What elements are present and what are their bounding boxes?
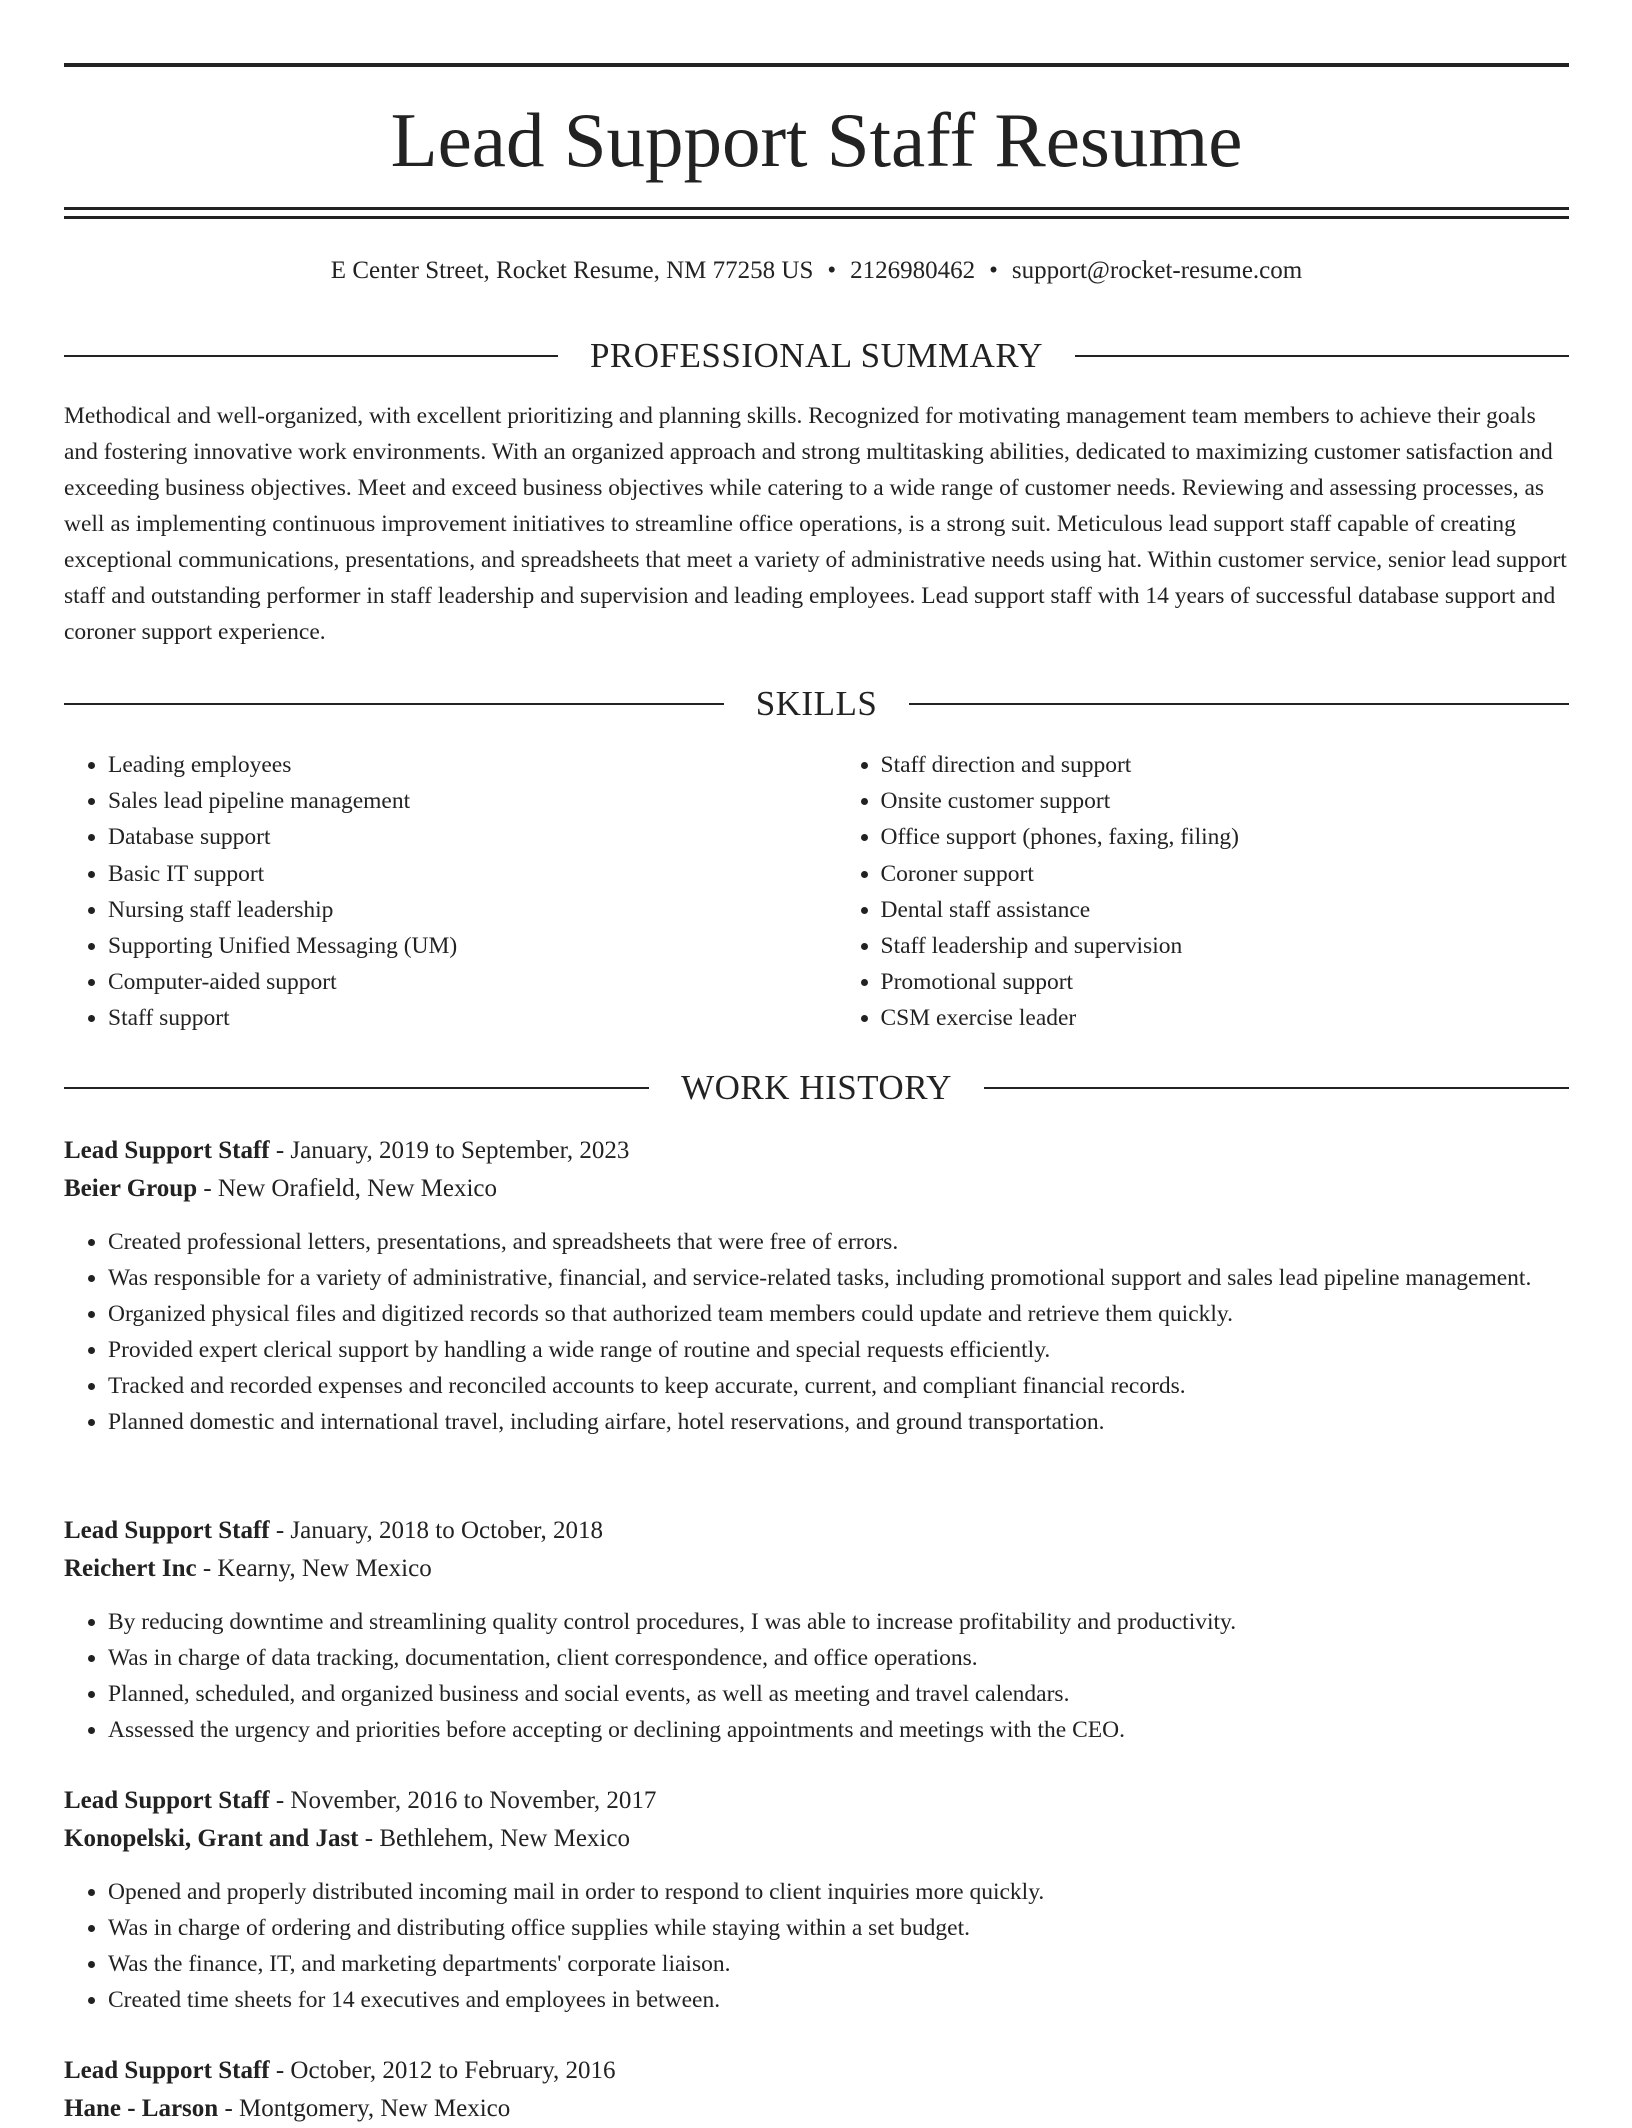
resume-title: Lead Support Staff Resume bbox=[390, 97, 1243, 183]
job-company-line bbox=[64, 1820, 1569, 1858]
job-entry bbox=[64, 1782, 1569, 2018]
work-history-heading bbox=[64, 1068, 1569, 1108]
skill-item: • Dental staff assistance bbox=[881, 892, 1570, 928]
skill-item: • Staff support bbox=[108, 1000, 797, 1036]
job-entry bbox=[64, 1512, 1569, 1748]
job-bullet: • Planned domestic and international travel, including airfare, hotel reservations, and ground transportation. bbox=[108, 1404, 1569, 1440]
title-rule-upper bbox=[64, 207, 1569, 210]
job-company: Reichert Inc bbox=[64, 1555, 197, 1582]
job-bullet: • Opened and properly distributed incoming mail in order to respond to client inquiries more quickly. bbox=[108, 1874, 1569, 1910]
skills-list bbox=[64, 747, 1569, 1037]
job-title-line bbox=[64, 1512, 1569, 1550]
heading-rule bbox=[64, 703, 724, 705]
job-bullet: • Organized physical files and digitized records so that authorized team members could update and retrieve them quickly. bbox=[108, 1296, 1569, 1332]
job-title-line bbox=[64, 1132, 1569, 1170]
job-title: Lead Support Staff bbox=[64, 1517, 270, 1544]
skill-item: • Computer-aided support bbox=[108, 964, 797, 1000]
skills-column-right bbox=[837, 747, 1570, 1037]
skill-item: • Leading employees bbox=[108, 747, 797, 783]
top-rule bbox=[64, 63, 1569, 67]
job-bullet: • Was the finance, IT, and marketing departments' corporate liaison. bbox=[108, 1946, 1569, 1982]
job-entry bbox=[64, 1132, 1569, 1440]
job-bullets bbox=[64, 1224, 1569, 1440]
job-dates: - January, 2018 to October, 2018 bbox=[269, 1517, 604, 1544]
job-bullet: • Created professional letters, presentations, and spreadsheets that were free of errors. bbox=[108, 1224, 1569, 1260]
heading-rule bbox=[984, 1087, 1569, 1089]
job-company-line bbox=[64, 2090, 1569, 2128]
heading-rule bbox=[909, 703, 1569, 705]
heading-rule bbox=[64, 355, 558, 357]
skills-heading-label: SKILLS bbox=[755, 684, 878, 723]
contact-address: E Center Street, Rocket Resume, NM 77258 US bbox=[330, 257, 814, 284]
job-company: Konopelski, Grant and Jast bbox=[64, 1825, 359, 1852]
skill-item: • Staff leadership and supervision bbox=[881, 928, 1570, 964]
job-location: - Montgomery, New Mexico bbox=[218, 2095, 511, 2122]
job-company: Beier Group bbox=[64, 1175, 198, 1202]
job-bullet: • Provided expert clerical support by handling a wide range of routine and special requests efficiently. bbox=[108, 1332, 1569, 1368]
skill-item: • Basic IT support bbox=[108, 856, 797, 892]
contact-separator: • bbox=[989, 257, 998, 284]
skill-item: • Supporting Unified Messaging (UM) bbox=[108, 928, 797, 964]
heading-rule bbox=[1075, 355, 1569, 357]
skill-item: • Sales lead pipeline management bbox=[108, 783, 797, 819]
skill-item: • Coroner support bbox=[881, 856, 1570, 892]
job-bullets bbox=[64, 1604, 1569, 1748]
job-company-line bbox=[64, 1170, 1569, 1208]
contact-email: support@rocket-resume.com bbox=[1011, 257, 1303, 284]
job-company-line bbox=[64, 1550, 1569, 1588]
job-entry bbox=[64, 2052, 1569, 2128]
job-bullet: • Was in charge of ordering and distributing office supplies while staying within a set budget. bbox=[108, 1910, 1569, 1946]
summary-heading-label: PROFESSIONAL SUMMARY bbox=[589, 336, 1044, 375]
job-title: Lead Support Staff bbox=[64, 2057, 270, 2084]
skill-item: • Staff direction and support bbox=[881, 747, 1570, 783]
job-bullets bbox=[64, 1874, 1569, 2018]
job-bullet: • Tracked and recorded expenses and reconciled accounts to keep accurate, current, and compliant financial records. bbox=[108, 1368, 1569, 1404]
skill-item: • Promotional support bbox=[881, 964, 1570, 1000]
job-bullet: • Planned, scheduled, and organized business and social events, as well as meeting and travel calendars. bbox=[108, 1676, 1569, 1712]
job-title: Lead Support Staff bbox=[64, 1787, 270, 1814]
skill-item: • Onsite customer support bbox=[881, 783, 1570, 819]
work-history-heading-label: WORK HISTORY bbox=[681, 1068, 952, 1107]
summary-text: Methodical and well-organized, with excellent prioritizing and planning skills. Recognized for motivating management team members to achieve their goals and fostering innovative work environments. With an organized approach and strong multitasking abilities, dedicated to maximizing customer satisfaction and exceeding business objectives. Meet and exceed business objectives while catering to a wide range of customer needs. Reviewing and assessing processes, as well as implementing continuous improvement initiatives to streamline office operations, is a strong suit. Meticulous lead support staff capable of creating exceptional communications, presentations, and spreadsheets that meet a variety of administrative needs using hat. Within customer service, senior lead support staff and outstanding performer in staff leadership and supervision and leading employees. Lead support staff with 14 years of successful database support and coroner support experience. bbox=[64, 403, 1567, 645]
contact-separator: • bbox=[827, 257, 837, 284]
job-location: - Bethlehem, New Mexico bbox=[358, 1825, 630, 1852]
job-dates: - November, 2016 to November, 2017 bbox=[269, 1787, 657, 1814]
skills-column-left bbox=[64, 747, 797, 1037]
contact-phone: 2126980462 bbox=[850, 257, 976, 284]
heading-rule bbox=[64, 1087, 649, 1089]
skills-heading bbox=[64, 684, 1569, 724]
job-location: - New Orafield, New Mexico bbox=[197, 1175, 497, 1202]
job-bullet: • By reducing downtime and streamlining quality control procedures, I was able to increase profitability and productivity. bbox=[108, 1604, 1569, 1640]
job-title: Lead Support Staff bbox=[64, 1137, 270, 1164]
job-dates: - January, 2019 to September, 2023 bbox=[269, 1137, 630, 1164]
job-bullet: • Created time sheets for 14 executives and employees in between. bbox=[108, 1982, 1569, 2018]
skill-item: • CSM exercise leader bbox=[881, 1000, 1570, 1036]
job-title-line bbox=[64, 2052, 1569, 2090]
job-location: - Kearny, New Mexico bbox=[196, 1555, 432, 1582]
job-title-line bbox=[64, 1782, 1569, 1820]
skill-item: • Nursing staff leadership bbox=[108, 892, 797, 928]
job-bullet: • Assessed the urgency and priorities before accepting or declining appointments and meetings with the CEO. bbox=[108, 1712, 1569, 1748]
skill-item: • Database support bbox=[108, 819, 797, 855]
job-dates: - October, 2012 to February, 2016 bbox=[269, 2057, 616, 2084]
job-bullet: • Was responsible for a variety of administrative, financial, and service-related tasks, including promotional support and sales lead pipeline management. bbox=[108, 1260, 1569, 1296]
job-company: Hane - Larson bbox=[64, 2095, 219, 2122]
title-rule-lower bbox=[64, 216, 1569, 219]
job-bullet: • Was in charge of data tracking, documentation, client correspondence, and office operations. bbox=[108, 1640, 1569, 1676]
summary-heading bbox=[64, 336, 1569, 376]
contact-line bbox=[64, 254, 1569, 288]
skill-item: • Office support (phones, faxing, filing) bbox=[881, 819, 1570, 855]
